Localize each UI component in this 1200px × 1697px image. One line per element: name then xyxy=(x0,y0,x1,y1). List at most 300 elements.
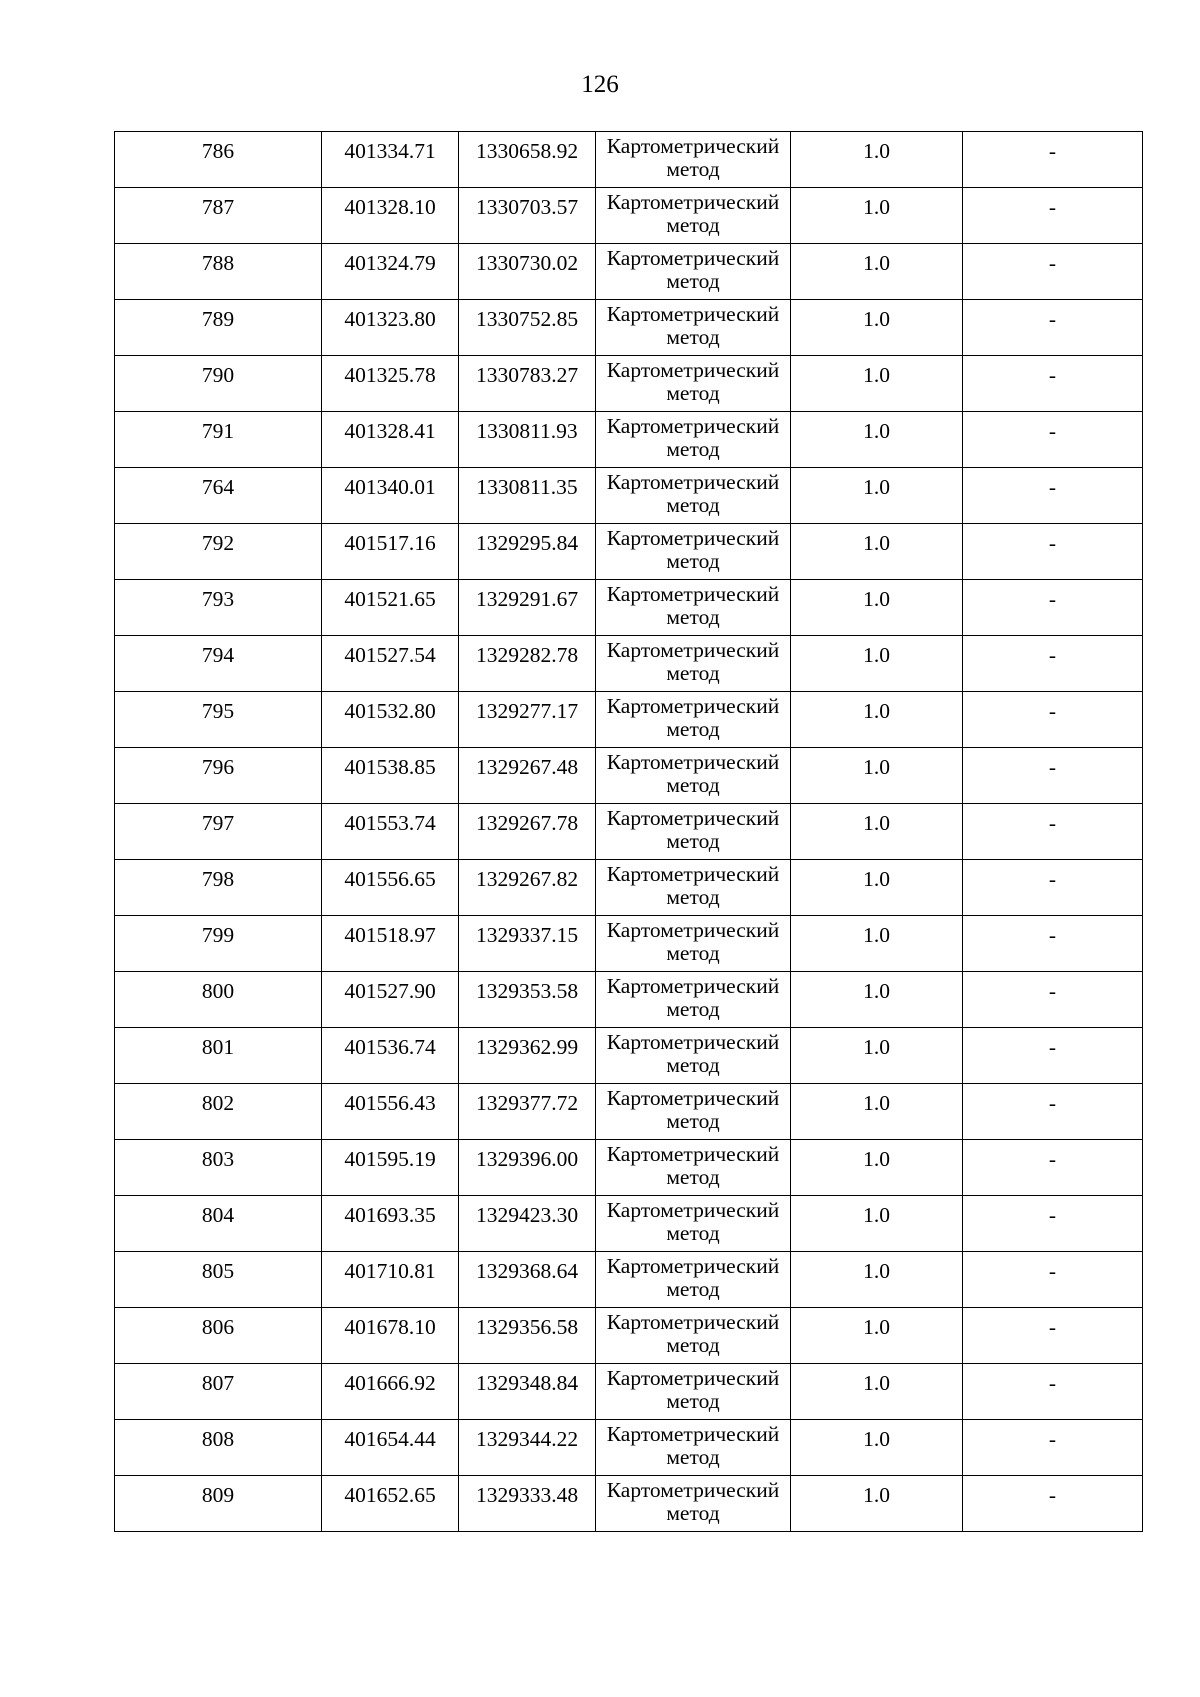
note-cell xyxy=(963,188,1143,244)
point-number-cell-text: 802 xyxy=(201,1091,235,1115)
method-cell xyxy=(596,916,791,972)
y-coordinate-cell-text: 1329267.48 xyxy=(475,755,579,779)
accuracy-cell xyxy=(791,300,963,356)
point-number-cell xyxy=(115,916,322,972)
x-coordinate-cell-text: 401536.74 xyxy=(344,1035,436,1059)
method-cell xyxy=(596,804,791,860)
method-cell xyxy=(596,132,791,188)
y-coordinate-cell xyxy=(459,916,596,972)
table-row xyxy=(115,1196,1143,1252)
x-coordinate-cell-text: 401328.41 xyxy=(344,419,436,443)
y-coordinate-cell xyxy=(459,748,596,804)
y-coordinate-cell-text: 1329267.82 xyxy=(475,867,579,891)
method-cell-text: Картометрический метод xyxy=(606,1366,780,1413)
accuracy-cell xyxy=(791,412,963,468)
y-coordinate-cell xyxy=(459,636,596,692)
accuracy-cell-text: 1.0 xyxy=(863,139,890,163)
accuracy-cell-text: 1.0 xyxy=(863,1091,890,1115)
point-number-cell xyxy=(115,244,322,300)
accuracy-cell-text: 1.0 xyxy=(863,251,890,275)
method-cell xyxy=(596,1140,791,1196)
point-number-cell-text: 786 xyxy=(201,139,235,163)
x-coordinate-cell-text: 401556.43 xyxy=(344,1091,436,1115)
note-cell-text: - xyxy=(1048,195,1057,219)
accuracy-cell-text: 1.0 xyxy=(863,363,890,387)
point-number-cell xyxy=(115,412,322,468)
y-coordinate-cell-text: 1329362.99 xyxy=(475,1035,579,1059)
accuracy-cell xyxy=(791,524,963,580)
x-coordinate-cell-text: 401710.81 xyxy=(344,1259,436,1283)
point-number-cell-text: 809 xyxy=(201,1483,235,1507)
method-cell-text: Картометрический метод xyxy=(606,1030,780,1077)
method-cell-text: Картометрический метод xyxy=(606,806,780,853)
point-number-cell xyxy=(115,580,322,636)
table-row xyxy=(115,916,1143,972)
accuracy-cell xyxy=(791,972,963,1028)
y-coordinate-cell-text: 1329377.72 xyxy=(475,1091,579,1115)
coordinates-table-body xyxy=(115,132,1143,1532)
point-number-cell xyxy=(115,972,322,1028)
x-coordinate-cell-text: 401652.65 xyxy=(344,1483,436,1507)
point-number-cell xyxy=(115,300,322,356)
coordinates-table xyxy=(114,131,1143,1532)
method-cell-text: Картометрический метод xyxy=(606,1086,780,1133)
accuracy-cell xyxy=(791,1364,963,1420)
table-row xyxy=(115,748,1143,804)
x-coordinate-cell-text: 401538.85 xyxy=(344,755,436,779)
note-cell xyxy=(963,1140,1143,1196)
note-cell-text: - xyxy=(1048,363,1057,387)
method-cell-text: Картометрический метод xyxy=(606,1478,780,1525)
accuracy-cell xyxy=(791,804,963,860)
x-coordinate-cell xyxy=(322,1252,459,1308)
x-coordinate-cell-text: 401323.80 xyxy=(344,307,436,331)
y-coordinate-cell xyxy=(459,1308,596,1364)
point-number-cell-text: 808 xyxy=(201,1427,235,1451)
note-cell xyxy=(963,860,1143,916)
x-coordinate-cell-text: 401518.97 xyxy=(344,923,436,947)
accuracy-cell-text: 1.0 xyxy=(863,307,890,331)
point-number-cell xyxy=(115,468,322,524)
x-coordinate-cell xyxy=(322,636,459,692)
accuracy-cell xyxy=(791,132,963,188)
note-cell xyxy=(963,1308,1143,1364)
method-cell xyxy=(596,692,791,748)
note-cell-text: - xyxy=(1048,1147,1057,1171)
point-number-cell xyxy=(115,1308,322,1364)
accuracy-cell xyxy=(791,1140,963,1196)
accuracy-cell-text: 1.0 xyxy=(863,587,890,611)
table-row xyxy=(115,1028,1143,1084)
accuracy-cell-text: 1.0 xyxy=(863,979,890,1003)
x-coordinate-cell-text: 401678.10 xyxy=(344,1315,436,1339)
y-coordinate-cell-text: 1329356.58 xyxy=(475,1315,579,1339)
x-coordinate-cell-text: 401324.79 xyxy=(344,251,436,275)
x-coordinate-cell-text: 401693.35 xyxy=(344,1203,436,1227)
x-coordinate-cell xyxy=(322,580,459,636)
accuracy-cell-text: 1.0 xyxy=(863,1259,890,1283)
note-cell xyxy=(963,1196,1143,1252)
method-cell-text: Картометрический метод xyxy=(606,246,780,293)
table-row xyxy=(115,244,1143,300)
x-coordinate-cell xyxy=(322,356,459,412)
accuracy-cell-text: 1.0 xyxy=(863,531,890,555)
method-cell-text: Картометрический метод xyxy=(606,918,780,965)
accuracy-cell xyxy=(791,356,963,412)
accuracy-cell-text: 1.0 xyxy=(863,699,890,723)
x-coordinate-cell-text: 401325.78 xyxy=(344,363,436,387)
accuracy-cell-text: 1.0 xyxy=(863,755,890,779)
method-cell-text: Картометрический метод xyxy=(606,694,780,741)
y-coordinate-cell-text: 1329267.78 xyxy=(475,811,579,835)
note-cell-text: - xyxy=(1048,1315,1057,1339)
table-row xyxy=(115,356,1143,412)
accuracy-cell xyxy=(791,188,963,244)
method-cell-text: Картометрический метод xyxy=(606,414,780,461)
method-cell xyxy=(596,1252,791,1308)
method-cell xyxy=(596,300,791,356)
y-coordinate-cell xyxy=(459,804,596,860)
note-cell xyxy=(963,468,1143,524)
point-number-cell-text: 788 xyxy=(201,251,235,275)
y-coordinate-cell-text: 1330752.85 xyxy=(475,307,579,331)
note-cell xyxy=(963,804,1143,860)
note-cell xyxy=(963,636,1143,692)
page-number: 126 xyxy=(581,71,619,98)
point-number-cell xyxy=(115,1196,322,1252)
note-cell xyxy=(963,1252,1143,1308)
note-cell-text: - xyxy=(1048,867,1057,891)
accuracy-cell-text: 1.0 xyxy=(863,1035,890,1059)
y-coordinate-cell xyxy=(459,188,596,244)
y-coordinate-cell-text: 1329277.17 xyxy=(475,699,579,723)
x-coordinate-cell-text: 401340.01 xyxy=(344,475,436,499)
x-coordinate-cell-text: 401517.16 xyxy=(344,531,436,555)
table-row xyxy=(115,524,1143,580)
y-coordinate-cell xyxy=(459,1420,596,1476)
y-coordinate-cell-text: 1330783.27 xyxy=(475,363,579,387)
point-number-cell-text: 799 xyxy=(201,923,235,947)
note-cell xyxy=(963,300,1143,356)
note-cell xyxy=(963,1476,1143,1532)
note-cell-text: - xyxy=(1048,419,1057,443)
table-row xyxy=(115,1420,1143,1476)
x-coordinate-cell-text: 401556.65 xyxy=(344,867,436,891)
x-coordinate-cell xyxy=(322,524,459,580)
y-coordinate-cell-text: 1329353.58 xyxy=(475,979,579,1003)
y-coordinate-cell xyxy=(459,860,596,916)
y-coordinate-cell xyxy=(459,1252,596,1308)
y-coordinate-cell xyxy=(459,300,596,356)
y-coordinate-cell-text: 1330811.35 xyxy=(476,475,578,499)
y-coordinate-cell-text: 1329396.00 xyxy=(475,1147,579,1171)
accuracy-cell-text: 1.0 xyxy=(863,1427,890,1451)
accuracy-cell xyxy=(791,468,963,524)
accuracy-cell xyxy=(791,1252,963,1308)
note-cell-text: - xyxy=(1048,475,1057,499)
method-cell-text: Картометрический метод xyxy=(606,974,780,1021)
method-cell xyxy=(596,468,791,524)
y-coordinate-cell-text: 1329295.84 xyxy=(475,531,579,555)
table-row xyxy=(115,1140,1143,1196)
point-number-cell xyxy=(115,1252,322,1308)
method-cell-text: Картометрический метод xyxy=(606,470,780,517)
method-cell xyxy=(596,188,791,244)
accuracy-cell xyxy=(791,1196,963,1252)
point-number-cell-text: 806 xyxy=(201,1315,235,1339)
table-row xyxy=(115,412,1143,468)
table-row xyxy=(115,1252,1143,1308)
x-coordinate-cell xyxy=(322,1364,459,1420)
method-cell xyxy=(596,524,791,580)
method-cell-text: Картометрический метод xyxy=(606,302,780,349)
x-coordinate-cell xyxy=(322,132,459,188)
method-cell xyxy=(596,1476,791,1532)
x-coordinate-cell xyxy=(322,1028,459,1084)
accuracy-cell-text: 1.0 xyxy=(863,923,890,947)
point-number-cell-text: 803 xyxy=(201,1147,235,1171)
method-cell xyxy=(596,1196,791,1252)
accuracy-cell-text: 1.0 xyxy=(863,195,890,219)
note-cell xyxy=(963,692,1143,748)
y-coordinate-cell xyxy=(459,244,596,300)
x-coordinate-cell-text: 401521.65 xyxy=(344,587,436,611)
table-row xyxy=(115,1364,1143,1420)
table-row xyxy=(115,188,1143,244)
point-number-cell-text: 794 xyxy=(201,643,235,667)
accuracy-cell xyxy=(791,580,963,636)
y-coordinate-cell xyxy=(459,580,596,636)
note-cell-text: - xyxy=(1048,587,1057,611)
x-coordinate-cell xyxy=(322,412,459,468)
point-number-cell xyxy=(115,1476,322,1532)
method-cell xyxy=(596,972,791,1028)
table-row xyxy=(115,1084,1143,1140)
method-cell-text: Картометрический метод xyxy=(606,750,780,797)
y-coordinate-cell xyxy=(459,1364,596,1420)
point-number-cell-text: 807 xyxy=(201,1371,235,1395)
point-number-cell-text: 790 xyxy=(201,363,235,387)
y-coordinate-cell xyxy=(459,1028,596,1084)
note-cell-text: - xyxy=(1048,811,1057,835)
point-number-cell-text: 787 xyxy=(201,195,235,219)
method-cell xyxy=(596,636,791,692)
x-coordinate-cell xyxy=(322,804,459,860)
accuracy-cell xyxy=(791,1084,963,1140)
method-cell xyxy=(596,1028,791,1084)
accuracy-cell xyxy=(791,916,963,972)
note-cell-text: - xyxy=(1048,923,1057,947)
accuracy-cell-text: 1.0 xyxy=(863,1315,890,1339)
x-coordinate-cell xyxy=(322,188,459,244)
table-row xyxy=(115,300,1143,356)
note-cell-text: - xyxy=(1048,755,1057,779)
y-coordinate-cell-text: 1330658.92 xyxy=(475,139,579,163)
method-cell xyxy=(596,412,791,468)
point-number-cell xyxy=(115,1364,322,1420)
note-cell-text: - xyxy=(1048,531,1057,555)
point-number-cell-text: 798 xyxy=(201,867,235,891)
point-number-cell xyxy=(115,524,322,580)
method-cell-text: Картометрический метод xyxy=(606,358,780,405)
method-cell xyxy=(596,748,791,804)
x-coordinate-cell-text: 401527.90 xyxy=(344,979,436,1003)
note-cell xyxy=(963,244,1143,300)
x-coordinate-cell xyxy=(322,300,459,356)
method-cell-text: Картометрический метод xyxy=(606,1254,780,1301)
x-coordinate-cell xyxy=(322,1140,459,1196)
table-row xyxy=(115,132,1143,188)
y-coordinate-cell xyxy=(459,412,596,468)
note-cell xyxy=(963,132,1143,188)
method-cell-text: Картометрический метод xyxy=(606,526,780,573)
point-number-cell xyxy=(115,860,322,916)
method-cell-text: Картометрический метод xyxy=(606,1422,780,1469)
accuracy-cell xyxy=(791,244,963,300)
x-coordinate-cell-text: 401532.80 xyxy=(344,699,436,723)
accuracy-cell-text: 1.0 xyxy=(863,1371,890,1395)
point-number-cell-text: 801 xyxy=(201,1035,235,1059)
point-number-cell-text: 804 xyxy=(201,1203,235,1227)
x-coordinate-cell xyxy=(322,748,459,804)
note-cell-text: - xyxy=(1048,643,1057,667)
table-row xyxy=(115,1308,1143,1364)
note-cell xyxy=(963,356,1143,412)
table-row xyxy=(115,804,1143,860)
table-row xyxy=(115,972,1143,1028)
y-coordinate-cell-text: 1330730.02 xyxy=(475,251,579,275)
x-coordinate-cell xyxy=(322,1308,459,1364)
method-cell xyxy=(596,244,791,300)
point-number-cell xyxy=(115,132,322,188)
method-cell xyxy=(596,1084,791,1140)
method-cell-text: Картометрический метод xyxy=(606,1142,780,1189)
point-number-cell-text: 805 xyxy=(201,1259,235,1283)
accuracy-cell xyxy=(791,636,963,692)
x-coordinate-cell xyxy=(322,1476,459,1532)
note-cell xyxy=(963,580,1143,636)
y-coordinate-cell xyxy=(459,1140,596,1196)
point-number-cell-text: 797 xyxy=(201,811,235,835)
y-coordinate-cell xyxy=(459,468,596,524)
note-cell-text: - xyxy=(1048,251,1057,275)
method-cell xyxy=(596,860,791,916)
note-cell xyxy=(963,1084,1143,1140)
y-coordinate-cell xyxy=(459,1476,596,1532)
x-coordinate-cell xyxy=(322,692,459,748)
note-cell-text: - xyxy=(1048,1035,1057,1059)
accuracy-cell xyxy=(791,692,963,748)
method-cell-text: Картометрический метод xyxy=(606,638,780,685)
accuracy-cell-text: 1.0 xyxy=(863,419,890,443)
note-cell-text: - xyxy=(1048,1371,1057,1395)
note-cell xyxy=(963,916,1143,972)
accuracy-cell xyxy=(791,748,963,804)
point-number-cell xyxy=(115,1140,322,1196)
point-number-cell-text: 789 xyxy=(201,307,235,331)
accuracy-cell xyxy=(791,1476,963,1532)
method-cell-text: Картометрический метод xyxy=(606,190,780,237)
y-coordinate-cell xyxy=(459,132,596,188)
x-coordinate-cell xyxy=(322,1196,459,1252)
y-coordinate-cell xyxy=(459,692,596,748)
table-row xyxy=(115,1476,1143,1532)
note-cell-text: - xyxy=(1048,979,1057,1003)
method-cell xyxy=(596,1420,791,1476)
method-cell-text: Картометрический метод xyxy=(606,134,780,181)
method-cell xyxy=(596,1364,791,1420)
y-coordinate-cell-text: 1330811.93 xyxy=(476,419,578,443)
y-coordinate-cell-text: 1329348.84 xyxy=(475,1371,579,1395)
x-coordinate-cell-text: 401595.19 xyxy=(344,1147,436,1171)
x-coordinate-cell-text: 401328.10 xyxy=(344,195,436,219)
point-number-cell xyxy=(115,636,322,692)
table-row xyxy=(115,860,1143,916)
accuracy-cell xyxy=(791,1308,963,1364)
note-cell xyxy=(963,1420,1143,1476)
x-coordinate-cell xyxy=(322,468,459,524)
accuracy-cell-text: 1.0 xyxy=(863,1147,890,1171)
point-number-cell-text: 800 xyxy=(201,979,235,1003)
y-coordinate-cell-text: 1329291.67 xyxy=(475,587,579,611)
x-coordinate-cell-text: 401654.44 xyxy=(344,1427,436,1451)
method-cell-text: Картометрический метод xyxy=(606,1198,780,1245)
y-coordinate-cell-text: 1329423.30 xyxy=(475,1203,579,1227)
y-coordinate-cell-text: 1329368.64 xyxy=(475,1259,579,1283)
x-coordinate-cell xyxy=(322,972,459,1028)
point-number-cell xyxy=(115,692,322,748)
accuracy-cell-text: 1.0 xyxy=(863,811,890,835)
x-coordinate-cell-text: 401553.74 xyxy=(344,811,436,835)
y-coordinate-cell-text: 1329282.78 xyxy=(475,643,579,667)
y-coordinate-cell-text: 1329333.48 xyxy=(475,1483,579,1507)
note-cell xyxy=(963,972,1143,1028)
accuracy-cell-text: 1.0 xyxy=(863,1203,890,1227)
note-cell-text: - xyxy=(1048,699,1057,723)
y-coordinate-cell xyxy=(459,524,596,580)
method-cell xyxy=(596,580,791,636)
method-cell-text: Картометрический метод xyxy=(606,582,780,629)
point-number-cell-text: 791 xyxy=(201,419,235,443)
point-number-cell-text: 793 xyxy=(201,587,235,611)
note-cell xyxy=(963,1364,1143,1420)
y-coordinate-cell xyxy=(459,356,596,412)
note-cell-text: - xyxy=(1048,1427,1057,1451)
note-cell-text: - xyxy=(1048,1259,1057,1283)
point-number-cell-text: 795 xyxy=(201,699,235,723)
x-coordinate-cell xyxy=(322,916,459,972)
accuracy-cell-text: 1.0 xyxy=(863,643,890,667)
point-number-cell xyxy=(115,356,322,412)
accuracy-cell-text: 1.0 xyxy=(863,475,890,499)
y-coordinate-cell-text: 1329344.22 xyxy=(475,1427,579,1451)
method-cell xyxy=(596,1308,791,1364)
x-coordinate-cell-text: 401666.92 xyxy=(344,1371,436,1395)
x-coordinate-cell xyxy=(322,1420,459,1476)
point-number-cell xyxy=(115,804,322,860)
accuracy-cell xyxy=(791,860,963,916)
y-coordinate-cell xyxy=(459,1084,596,1140)
y-coordinate-cell xyxy=(459,972,596,1028)
accuracy-cell-text: 1.0 xyxy=(863,867,890,891)
x-coordinate-cell-text: 401527.54 xyxy=(344,643,436,667)
x-coordinate-cell-text: 401334.71 xyxy=(344,139,436,163)
point-number-cell xyxy=(115,188,322,244)
point-number-cell xyxy=(115,748,322,804)
accuracy-cell xyxy=(791,1420,963,1476)
table-row xyxy=(115,468,1143,524)
note-cell-text: - xyxy=(1048,1483,1057,1507)
